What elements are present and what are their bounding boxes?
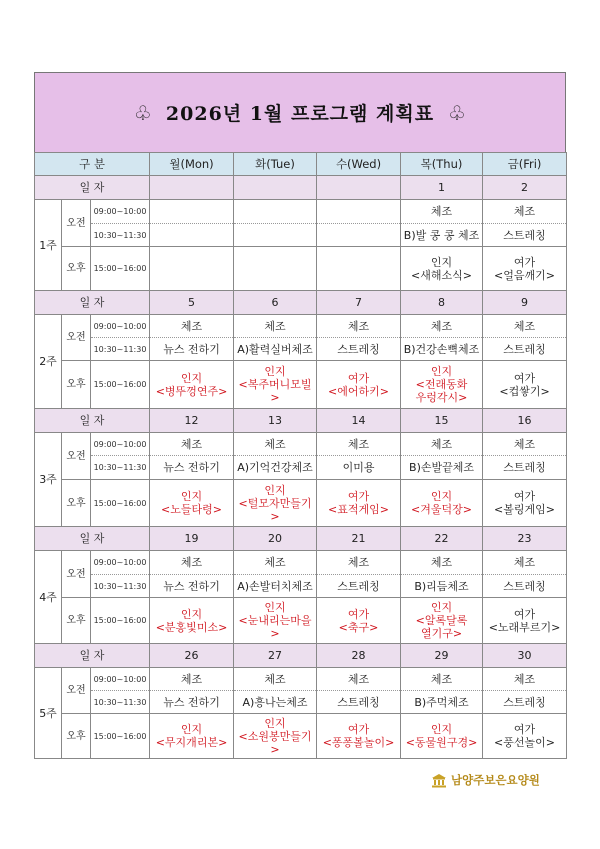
date-label: 일 자 xyxy=(35,409,150,433)
date-cell: 30 xyxy=(483,644,567,668)
activity-line: <소원봉만들기> xyxy=(238,729,312,756)
activity-cell xyxy=(483,361,567,409)
program-cell: 체조 xyxy=(234,551,317,575)
pm-row xyxy=(35,361,567,409)
date-cell: 1 xyxy=(401,176,483,200)
program-cell: 체조 xyxy=(483,315,567,338)
building-logo-icon xyxy=(431,773,447,788)
date-cell: 21 xyxy=(317,527,401,551)
program-cell: 스트레칭 xyxy=(483,575,567,598)
activity-line: <병뚜껑연주> xyxy=(155,384,228,398)
activity-cell xyxy=(483,598,567,644)
activity-line: <에어하키> xyxy=(328,384,389,398)
activity-line: 인지 xyxy=(264,365,286,378)
activity-cell xyxy=(483,480,567,527)
date-row xyxy=(35,176,567,200)
day-header: 월(Mon) xyxy=(150,153,234,176)
activity-line: <퐁퐁볼놀이> xyxy=(322,736,395,749)
date-cell: 26 xyxy=(150,644,234,668)
date-cell: 8 xyxy=(401,291,483,315)
program-cell: B)건강손뼉체조 xyxy=(401,338,483,361)
program-cell: 체조 xyxy=(401,200,483,224)
club-icon: ♧ xyxy=(133,100,152,125)
program-cell xyxy=(150,224,234,247)
time-slot: 10:30~11:30 xyxy=(91,691,150,714)
activity-line: <새해소식> xyxy=(411,268,472,282)
activity-line: 열기구> xyxy=(420,627,463,640)
activity-cell xyxy=(234,714,317,759)
program-cell: 스트레칭 xyxy=(317,338,401,361)
date-row xyxy=(35,527,567,551)
program-cell: 체조 xyxy=(317,315,401,338)
program-cell: 체조 xyxy=(317,433,401,456)
program-cell: 스트레칭 xyxy=(483,691,567,714)
date-cell: 13 xyxy=(234,409,317,433)
pm-row xyxy=(35,480,567,527)
pm-row xyxy=(35,714,567,759)
date-cell: 7 xyxy=(317,291,401,315)
program-cell: 체조 xyxy=(483,668,567,691)
header-row xyxy=(35,153,567,176)
activity-cell xyxy=(483,247,567,291)
week-label: 4주 xyxy=(35,551,62,644)
pm-row xyxy=(35,247,567,291)
date-label: 일 자 xyxy=(35,176,150,200)
date-cell: 9 xyxy=(483,291,567,315)
activity-line: 인지 xyxy=(430,723,453,736)
date-cell: 27 xyxy=(234,644,317,668)
activity-line: 여가 xyxy=(347,723,370,736)
activity-line: <얼음깨기> xyxy=(494,268,555,282)
activity-line: 여가 xyxy=(513,371,536,385)
time-slot: 15:00~16:00 xyxy=(91,361,150,409)
activity-line: <표적게임> xyxy=(328,503,389,516)
program-cell: B)리듬체조 xyxy=(401,575,483,598)
activity-line: 여가 xyxy=(347,490,370,503)
program-cell xyxy=(317,200,401,224)
date-label: 일 자 xyxy=(35,527,150,551)
activity-line: <복주머니모빌> xyxy=(238,378,312,404)
date-row xyxy=(35,644,567,668)
am-label: 오전 xyxy=(62,433,91,480)
program-cell: 체조 xyxy=(483,433,567,456)
activity-line: 여가 xyxy=(513,607,536,621)
program-cell xyxy=(150,200,234,224)
program-cell: 체조 xyxy=(317,551,401,575)
activity-line: <노래부르기> xyxy=(488,620,561,634)
pm-row xyxy=(35,598,567,644)
activity-cell xyxy=(150,714,234,759)
activity-line: <무지개리본> xyxy=(155,736,228,749)
am-second-row xyxy=(35,575,567,598)
time-slot: 09:00~10:00 xyxy=(91,200,150,224)
activity-cell xyxy=(150,361,234,409)
activity-cell xyxy=(234,361,317,409)
program-cell: 체조 xyxy=(150,433,234,456)
am-first-row xyxy=(35,315,567,338)
am-second-row xyxy=(35,338,567,361)
activity-line: 인지 xyxy=(430,365,453,378)
activity-line: 인지 xyxy=(430,255,453,269)
date-cell: 28 xyxy=(317,644,401,668)
am-label: 오전 xyxy=(62,200,91,247)
program-cell: B)주먹체조 xyxy=(401,691,483,714)
date-cell xyxy=(150,176,234,200)
activity-line: 여가 xyxy=(347,607,370,621)
program-cell: 체조 xyxy=(401,668,483,691)
activity-cell xyxy=(401,598,483,644)
org-name: 남양주보은요양원 xyxy=(451,773,540,787)
date-cell: 15 xyxy=(401,409,483,433)
program-cell: 체조 xyxy=(483,200,567,224)
date-row xyxy=(35,409,567,433)
program-cell: 체조 xyxy=(234,668,317,691)
day-header: 화(Tue) xyxy=(234,153,317,176)
activity-line: <노들타령> xyxy=(161,503,222,516)
program-cell: 체조 xyxy=(401,433,483,456)
club-icon: ♧ xyxy=(448,100,466,125)
activity-line: 인지 xyxy=(180,723,203,736)
activity-cell xyxy=(317,247,401,291)
week-label: 2주 xyxy=(35,315,62,409)
date-cell: 5 xyxy=(150,291,234,315)
program-cell: 체조 xyxy=(234,433,317,456)
date-label: 일 자 xyxy=(35,644,150,668)
program-cell: B)발 콩 콩 체조 xyxy=(401,224,483,247)
pm-label: 오후 xyxy=(62,598,91,644)
time-slot: 15:00~16:00 xyxy=(91,598,150,644)
footer-brand xyxy=(431,772,540,788)
activity-cell xyxy=(483,714,567,759)
activity-line: <볼링게임> xyxy=(494,503,555,516)
am-label: 오전 xyxy=(62,315,91,361)
activity-line: <알록달록 xyxy=(415,614,468,627)
program-cell: 체조 xyxy=(401,315,483,338)
time-slot: 10:30~11:30 xyxy=(91,575,150,598)
division-header: 구 분 xyxy=(35,153,150,176)
activity-cell xyxy=(317,598,401,644)
activity-cell xyxy=(150,598,234,644)
activity-line: 인지 xyxy=(180,607,203,621)
activity-cell xyxy=(317,480,401,527)
week-label: 1주 xyxy=(35,200,62,291)
date-cell: 14 xyxy=(317,409,401,433)
activity-line: <눈내리는마을> xyxy=(238,614,312,640)
activity-line: <컵쌓기> xyxy=(499,384,550,398)
date-cell: 29 xyxy=(401,644,483,668)
activity-line: 인지 xyxy=(264,483,286,497)
program-cell: 체조 xyxy=(150,551,234,575)
time-slot: 09:00~10:00 xyxy=(91,551,150,575)
program-cell: A)손발터치체조 xyxy=(234,575,317,598)
activity-line: <겨울덕장> xyxy=(411,503,472,516)
activity-cell xyxy=(401,361,483,409)
date-cell: 19 xyxy=(150,527,234,551)
time-slot: 09:00~10:00 xyxy=(91,668,150,691)
am-second-row xyxy=(35,456,567,480)
time-slot: 10:30~11:30 xyxy=(91,338,150,361)
page-title: 2026년 1월 프로그램 계획표 xyxy=(165,103,435,125)
program-cell: 스트레칭 xyxy=(483,224,567,247)
program-cell: 스트레칭 xyxy=(317,691,401,714)
time-slot: 15:00~16:00 xyxy=(91,714,150,759)
am-label: 오전 xyxy=(62,668,91,714)
activity-cell xyxy=(317,361,401,409)
time-slot: 15:00~16:00 xyxy=(91,247,150,291)
program-cell: 체조 xyxy=(317,668,401,691)
pm-label: 오후 xyxy=(62,480,91,527)
schedule-sheet xyxy=(34,72,566,759)
date-cell: 2 xyxy=(483,176,567,200)
pm-label: 오후 xyxy=(62,714,91,759)
activity-cell xyxy=(401,247,483,291)
date-row xyxy=(35,291,567,315)
program-cell: A)흥나는체조 xyxy=(234,691,317,714)
activity-line: 여가 xyxy=(513,723,536,736)
am-second-row xyxy=(35,224,567,247)
program-cell: 체조 xyxy=(483,551,567,575)
program-cell xyxy=(317,224,401,247)
am-first-row xyxy=(35,668,567,691)
date-cell xyxy=(317,176,401,200)
activity-line: <분홍빛미소> xyxy=(155,620,228,634)
activity-cell xyxy=(401,714,483,759)
date-label: 일 자 xyxy=(35,291,150,315)
date-cell: 20 xyxy=(234,527,317,551)
am-first-row xyxy=(35,433,567,456)
activity-line: <축구> xyxy=(338,620,379,634)
program-cell: 체조 xyxy=(150,668,234,691)
date-cell: 23 xyxy=(483,527,567,551)
date-cell: 22 xyxy=(401,527,483,551)
activity-cell xyxy=(234,480,317,527)
program-schedule-table xyxy=(34,152,567,759)
time-slot: 15:00~16:00 xyxy=(91,480,150,527)
day-header: 목(Thu) xyxy=(401,153,483,176)
am-second-row xyxy=(35,691,567,714)
program-cell: 체조 xyxy=(401,551,483,575)
program-cell: A)기억건강체조 xyxy=(234,456,317,480)
day-header: 금(Fri) xyxy=(483,153,567,176)
date-cell: 16 xyxy=(483,409,567,433)
program-cell: 스트레칭 xyxy=(483,456,567,480)
activity-cell xyxy=(401,480,483,527)
am-label: 오전 xyxy=(62,551,91,598)
program-cell: 뉴스 전하기 xyxy=(150,691,234,714)
program-cell: 뉴스 전하기 xyxy=(150,575,234,598)
pm-label: 오후 xyxy=(62,247,91,291)
time-slot: 10:30~11:30 xyxy=(91,224,150,247)
am-first-row xyxy=(35,200,567,224)
activity-line: 우렁각시> xyxy=(415,391,468,404)
activity-line: <전래동화 xyxy=(415,378,468,391)
program-cell: 뉴스 전하기 xyxy=(150,338,234,361)
activity-cell xyxy=(234,247,317,291)
program-cell: B)손발끝체조 xyxy=(401,456,483,480)
program-cell: 이미용 xyxy=(317,456,401,480)
activity-line: 인지 xyxy=(180,371,203,385)
time-slot: 09:00~10:00 xyxy=(91,433,150,456)
program-cell: 스트레칭 xyxy=(317,575,401,598)
program-cell: 뉴스 전하기 xyxy=(150,456,234,480)
activity-line: 인지 xyxy=(180,490,203,503)
activity-line: 여가 xyxy=(513,255,536,269)
activity-cell xyxy=(150,247,234,291)
date-cell: 12 xyxy=(150,409,234,433)
date-cell: 6 xyxy=(234,291,317,315)
program-cell: 체조 xyxy=(234,315,317,338)
activity-line: 인지 xyxy=(264,601,286,614)
activity-cell xyxy=(234,598,317,644)
program-cell xyxy=(234,224,317,247)
program-cell: A)활력실버체조 xyxy=(234,338,317,361)
program-cell xyxy=(234,200,317,224)
activity-line: 여가 xyxy=(347,371,370,385)
program-cell: 체조 xyxy=(150,315,234,338)
title-banner xyxy=(34,72,566,152)
week-label: 3주 xyxy=(35,433,62,527)
activity-line: 인지 xyxy=(264,716,286,730)
activity-line: <동물원구경> xyxy=(405,736,478,749)
activity-line: <풍선놀이> xyxy=(494,736,555,749)
activity-cell xyxy=(150,480,234,527)
am-first-row xyxy=(35,551,567,575)
activity-line: 인지 xyxy=(430,490,453,503)
pm-label: 오후 xyxy=(62,361,91,409)
activity-line: <털모자만들기> xyxy=(238,496,312,523)
activity-cell xyxy=(317,714,401,759)
activity-line: 여가 xyxy=(513,490,536,503)
time-slot: 09:00~10:00 xyxy=(91,315,150,338)
time-slot: 10:30~11:30 xyxy=(91,456,150,480)
program-cell: 스트레칭 xyxy=(483,338,567,361)
date-cell xyxy=(234,176,317,200)
week-label: 5주 xyxy=(35,668,62,759)
day-header: 수(Wed) xyxy=(317,153,401,176)
activity-line: 인지 xyxy=(430,601,453,614)
